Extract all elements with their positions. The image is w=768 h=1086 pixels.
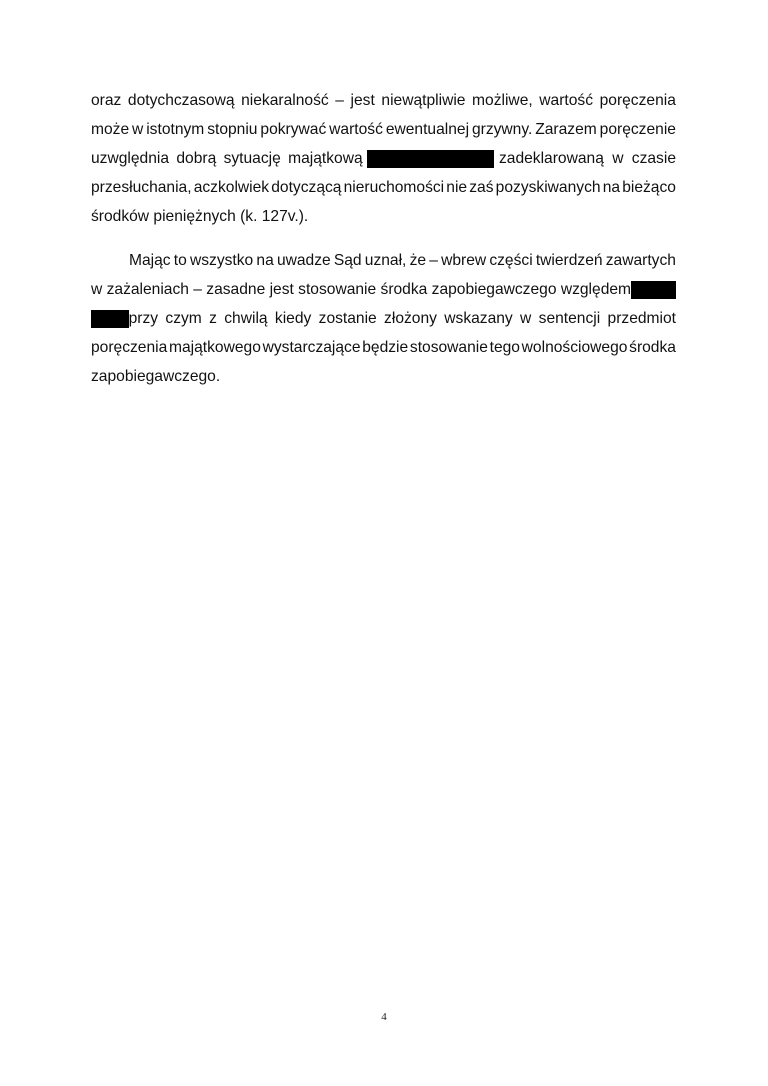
word: twierdzeń (535, 252, 603, 269)
word: Mając (129, 252, 171, 269)
paragraph-1-line-2 (91, 116, 676, 144)
word: wbrew (441, 252, 487, 269)
paragraph-2-line-3 (91, 305, 676, 333)
word: uznał, (364, 252, 407, 269)
paragraph-2-line-1 (129, 247, 676, 275)
word: poręczenia (599, 92, 676, 109)
word: nieruchomości (343, 179, 445, 196)
word: środka (629, 339, 676, 356)
word: dotychczasową (127, 92, 235, 109)
word: ewentualnej (385, 121, 470, 138)
paragraph-2-line-5 (91, 363, 676, 391)
word: na (256, 252, 274, 269)
word: dotyczącą (271, 179, 342, 196)
page-number: 4 (381, 1011, 387, 1023)
paragraph-1-line-4 (91, 174, 676, 202)
word: zaś (469, 179, 494, 196)
word: może (91, 121, 130, 138)
word: – (429, 252, 438, 269)
word: że (409, 252, 427, 269)
word: poręczenie (599, 121, 676, 138)
word: niewątpliwie (381, 92, 466, 109)
paragraph-2-line-4 (91, 334, 676, 362)
paragraph-1-line-1 (91, 87, 676, 115)
word: to (173, 252, 187, 269)
word: przesłuchania, (91, 179, 192, 196)
word: poręczenia (91, 339, 168, 356)
word: stosowanie (409, 339, 488, 356)
word: tego (489, 339, 520, 356)
word: oraz (91, 92, 122, 109)
word: pozyskiwanych (495, 179, 601, 196)
word: jest (350, 92, 375, 109)
word: wartość (539, 92, 594, 109)
paragraph-2-line-2 (91, 276, 676, 304)
paragraph-2-line-5-text: zapobiegawczego. (91, 368, 221, 385)
word: niekaralność (241, 92, 329, 109)
paragraph-1-line-3-text-before: uzwględnia dobrą sytuację majątkową (91, 150, 363, 167)
word: majątkowego (169, 339, 261, 356)
word: będzie (362, 339, 409, 356)
word: wolnościowego (521, 339, 628, 356)
word: stopniu (207, 121, 258, 138)
word: możliwe, (472, 92, 533, 109)
word: na (602, 179, 621, 196)
word: Zarazem (535, 121, 597, 138)
word: Sąd (333, 252, 362, 269)
word: pokrywać (260, 121, 327, 138)
paragraph-2-line-2-text: w zażaleniach – zasadne jest stosowanie środka zapobiegawczego względem (91, 281, 632, 298)
word: istotnym (146, 121, 205, 138)
word: uwadze (276, 252, 331, 269)
redaction-block (367, 150, 494, 168)
word: aczkolwiek (193, 179, 270, 196)
paragraph-1-line-3 (91, 145, 676, 173)
word: nie (446, 179, 468, 196)
paragraph-1-line-5 (91, 203, 676, 231)
paragraph-1-line-5-text: środków pieniężnych (k. 127v.). (91, 208, 309, 225)
paragraph-2-line-3-text: przy czym z chwilą kiedy zostanie złożony wskazany w sentencji przedmiot (128, 310, 676, 327)
redaction-block (91, 310, 129, 328)
word: zawartych (605, 252, 676, 269)
word: wszystko (189, 252, 254, 269)
word: części (489, 252, 533, 269)
word: – (335, 92, 344, 109)
word: bieżąco (622, 179, 676, 196)
redaction-block (631, 281, 676, 299)
word: wystarczające (262, 339, 361, 356)
word: grzywny. (471, 121, 533, 138)
paragraph-1-line-3-text-after: zadeklarowaną w czasie (498, 150, 676, 167)
word: w (132, 121, 144, 138)
word: wartość (329, 121, 383, 138)
